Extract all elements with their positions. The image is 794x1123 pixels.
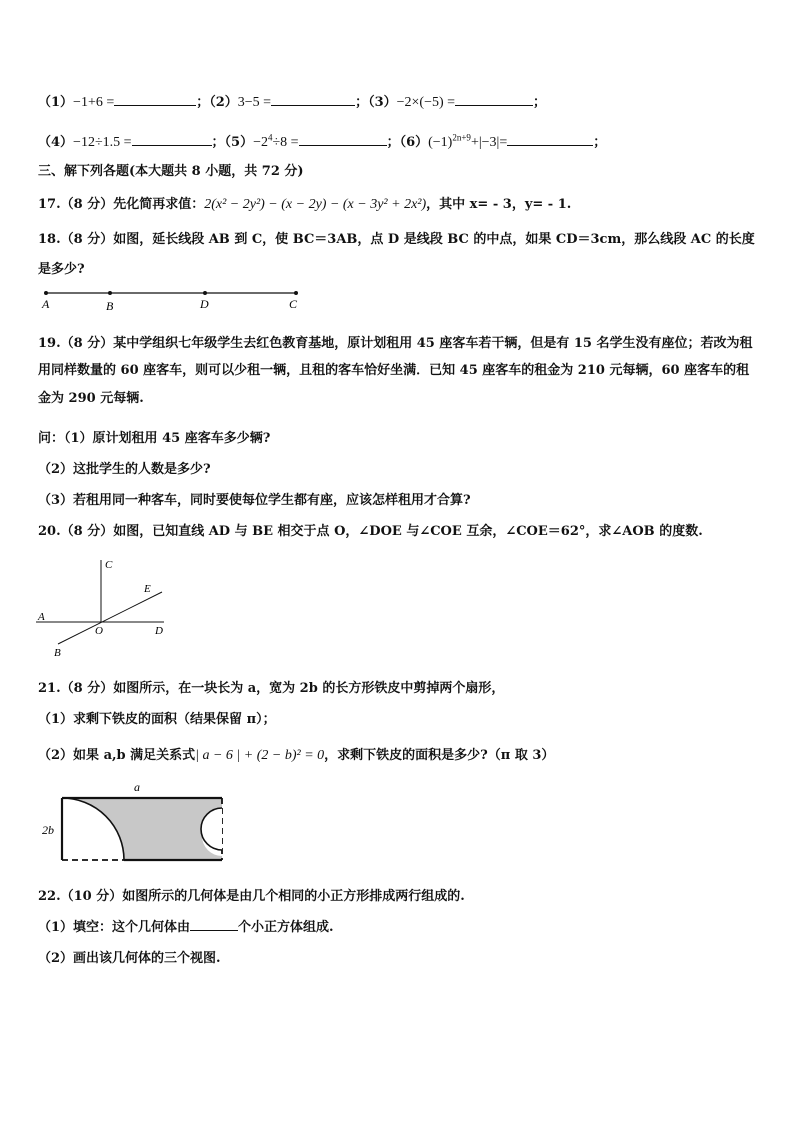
label-b: B [54, 647, 61, 659]
section-heading: 三、解下列各题(本大题共 8 小题，共 72 分) [38, 164, 304, 179]
point-b [108, 291, 112, 295]
q16-row2 [38, 131, 606, 151]
q16-semi: ； [533, 95, 547, 110]
answer-blank-5[interactable] [299, 133, 387, 146]
q21-sub2 [38, 744, 554, 764]
q16-e6-rest: +|−3|= [470, 135, 508, 150]
q16-e5 [253, 132, 299, 150]
q20-text: 20.（8 分）如图，已知直线 AD 与 BE 相交于点 O，∠DOE 与∠COE 互余，∠COE＝62°，求∠AOB 的度数. [38, 524, 703, 539]
q16-e5-rest: ÷8 = [272, 135, 299, 150]
answer-blank-1[interactable] [114, 93, 196, 106]
q16-p2: ；（2） [196, 95, 238, 110]
q19-text: 19.（8 分）某中学组织七年级学生去红色教育基地，原计划租用 45 座客车若干辆，但是有 15 名学生没有座位；若改为租用同样数量的 60 座客车，则可以少租一辆，且租的客车恰好坐满．已知 45 座客车的租金为 210 元每辆，60 座客车的租金为 290 元每辆. [38, 336, 753, 406]
q18-text: 18.（8 分）如图，延长线段 AB 到 C，使 BC＝3AB，点 D 是线段 BC 的中点，如果 CD＝3cm，那么线段 AC 的长度是多少? [38, 232, 755, 277]
label-o: O [95, 625, 103, 637]
q21-sub2-lead: （2）如果 a,b 满足关系式 [38, 748, 196, 763]
label-b: B [106, 299, 114, 313]
q16-e2: 3−5 = [237, 95, 272, 110]
point-a [44, 291, 48, 295]
answer-blank-6[interactable] [507, 133, 593, 146]
line-be [58, 592, 162, 644]
q16-p3: ；（3） [355, 95, 397, 110]
q16-e6 [428, 132, 508, 150]
point-c [294, 291, 298, 295]
q16-semi-2: ； [593, 135, 607, 150]
q17-expr: 2(x² − 2y²) − (x − 2y) − (x − 3y² + 2x²) [204, 197, 427, 212]
answer-blank-2[interactable] [271, 93, 355, 106]
q18-segment-figure [36, 286, 316, 314]
q21-condition: | a − 6 | + (2 − b)² = 0 [195, 748, 325, 763]
answer-blank-4[interactable] [132, 133, 212, 146]
q19-sub3: （3）若租用同一种客车，同时要使每位学生都有座，应该怎样租用才合算? [38, 493, 471, 508]
answer-blank-3[interactable] [455, 93, 533, 106]
q16-e1: −1+6 = [73, 95, 115, 110]
q16-e3: −2×(−5) = [396, 95, 456, 110]
label-a: a [134, 780, 140, 794]
label-e: E [144, 583, 151, 595]
q22-sub1-tail: 个小正方体组成. [238, 920, 334, 935]
q16-e5-exp: 4 [267, 132, 273, 143]
q16-p5: ；（5） [211, 135, 254, 150]
q21-sheet-figure [36, 778, 236, 866]
label-c: C [105, 559, 113, 571]
q16-row1 [38, 91, 546, 111]
q16-e6-exp: 2n+9 [452, 132, 471, 143]
label-a: A [38, 611, 45, 623]
label-d: D [200, 297, 209, 311]
point-d [203, 291, 207, 295]
q22-sub2: （2）画出该几何体的三个视图. [38, 951, 221, 966]
q19-sub2: （2）这批学生的人数是多少? [38, 462, 211, 477]
q16-e4: −12÷1.5 = [73, 135, 132, 150]
q22-text: 22.（10 分）如图所示的几何体是由几个相同的小正方形排成两行组成的. [38, 889, 465, 904]
q20-angle-figure [34, 556, 174, 660]
q21-text: 21.（8 分）如图所示，在一块长为 a，宽为 2b 的长方形铁皮中剪掉两个扇形， [38, 681, 505, 696]
q17-lead: 17.（8 分）先化简再求值： [38, 197, 205, 212]
q21-sub1: （1）求剩下铁皮的面积（结果保留 π）； [38, 712, 276, 727]
q16-e5-base: −2 [253, 135, 268, 150]
q16-p6: ；（6） [386, 135, 429, 150]
answer-blank-cubes[interactable] [190, 918, 238, 931]
q16-e6-base: (−1) [428, 135, 453, 150]
q22-sub1-lead: （1）填空：这个几何体由 [38, 920, 191, 935]
label-c: C [289, 297, 298, 311]
label-2b: 2b [42, 823, 54, 837]
q17 [38, 193, 571, 213]
label-a: A [42, 297, 50, 311]
q16-p1: （1） [38, 95, 74, 110]
label-d: D [155, 625, 163, 637]
q21-sub2-tail: ，求剩下铁皮的面积是多少?（π 取 3） [324, 748, 555, 763]
q16-p4: （4） [38, 135, 74, 150]
q19-sub1: 问：（1）原计划租用 45 座客车多少辆? [38, 431, 271, 446]
remaining-area [62, 798, 222, 860]
q17-tail: ，其中 x= - 3，y= - 1. [426, 197, 572, 212]
q22-sub1 [38, 916, 334, 935]
